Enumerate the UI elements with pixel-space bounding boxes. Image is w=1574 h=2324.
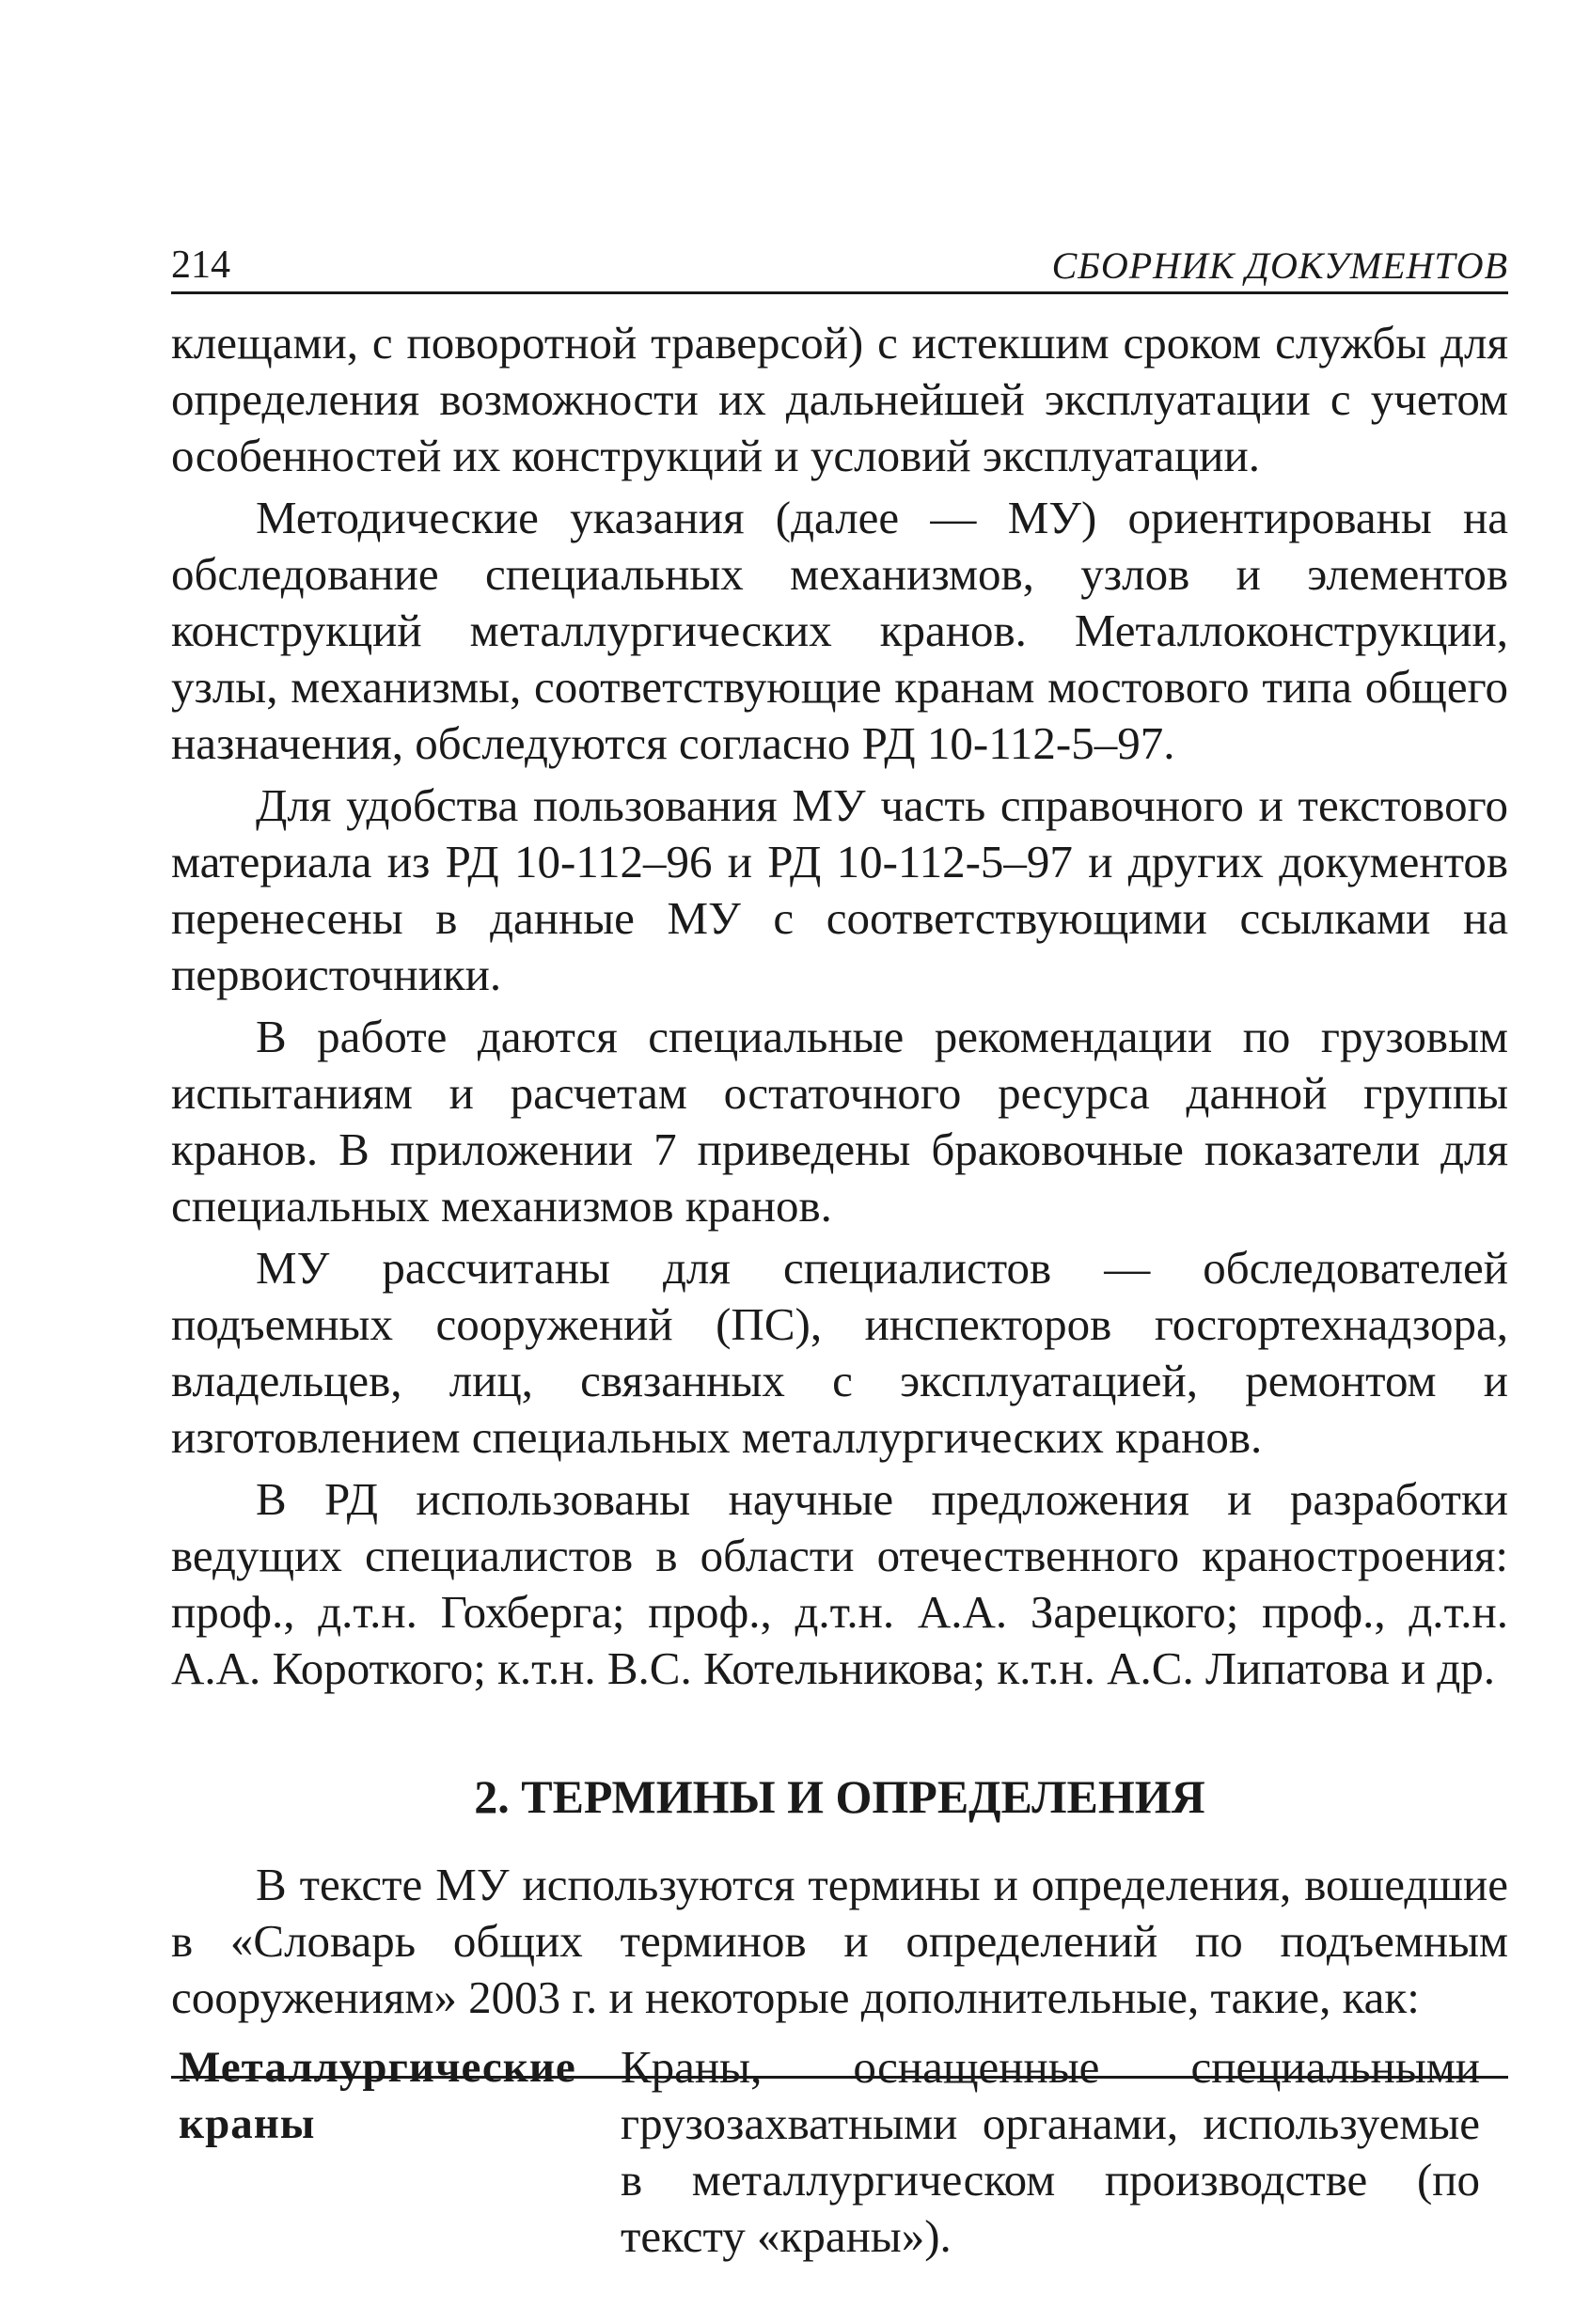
section-intro: В тексте МУ используются термины и определения, вошедшие в «Словарь общих терминов и определений по подъемным сооружениям» 2003 г. и некоторые дополнительные, такие, как: <box>171 1859 1508 2023</box>
section-title: 2. ТЕРМИНЫ И ОПРЕДЕЛЕНИЯ <box>474 1770 1205 1823</box>
paragraph-5: МУ рассчитаны для специалистов — обследователей подъемных сооружений (ПС), инспекторов госгортехнадзора, владельцев, лиц, связанных с эксплуатацией, ремонтом и изготовлением специальных металлургических кранов. <box>171 1242 1508 1463</box>
paragraph-1: клещами, с поворотной траверсой) с истекшим сроком службы для определения возможности их дальнейшей эксплуатации с учетом особенностей их конструкций и условий эксплуатации. <box>171 317 1508 481</box>
bottom-rule <box>171 2076 1508 2079</box>
page-number: 214 <box>171 243 230 287</box>
paragraph-6: В РД использованы научные предложения и разработки ведущих специалистов в области отечественного краностроения: проф., д.т.н. Гохберга; проф., д.т.н. А.А. Зарецкого; проф., д.т.н. А.А. Короткого; к.т.н. В.С. Котельникова; к.т.н. А.С. Липатова и др. <box>171 1473 1508 1694</box>
paragraph-2: Методические указания (далее — МУ) ориентированы на обследование специальных механизмов, узлов и элементов конструкций металлургических кранов. Металлоконструкции, узлы, механизмы, соответствующие кранам мостового типа общего назначения, обследуются согласно РД 10-112-5–97. <box>171 492 1508 769</box>
term-entry <box>171 2039 1508 2265</box>
paragraph-4: В работе даются специальные рекомендации по грузовым испытаниям и расчетам остаточного ресурса данной группы кранов. В приложении 7 приведены браковочные показатели для специальных механизмов кранов. <box>171 1011 1508 1232</box>
term-name: Металлургические краны <box>179 2043 576 2148</box>
body-text <box>171 315 1508 2265</box>
page-header <box>171 226 1508 294</box>
running-title: СБОРНИК ДОКУМЕНТОВ <box>1051 244 1508 287</box>
term-definition: Краны, оснащенные специальными грузозахватными органами, используемые в металлургическом производстве (по тексту «краны»). <box>621 2041 1480 2262</box>
paragraph-3: Для удобства пользования МУ часть справочного и текстового материала из РД 10-112–96 и РД 10-112-5–97 и других документов перенесены в данные МУ с соответствующими ссылками на первоисточники. <box>171 779 1508 1000</box>
